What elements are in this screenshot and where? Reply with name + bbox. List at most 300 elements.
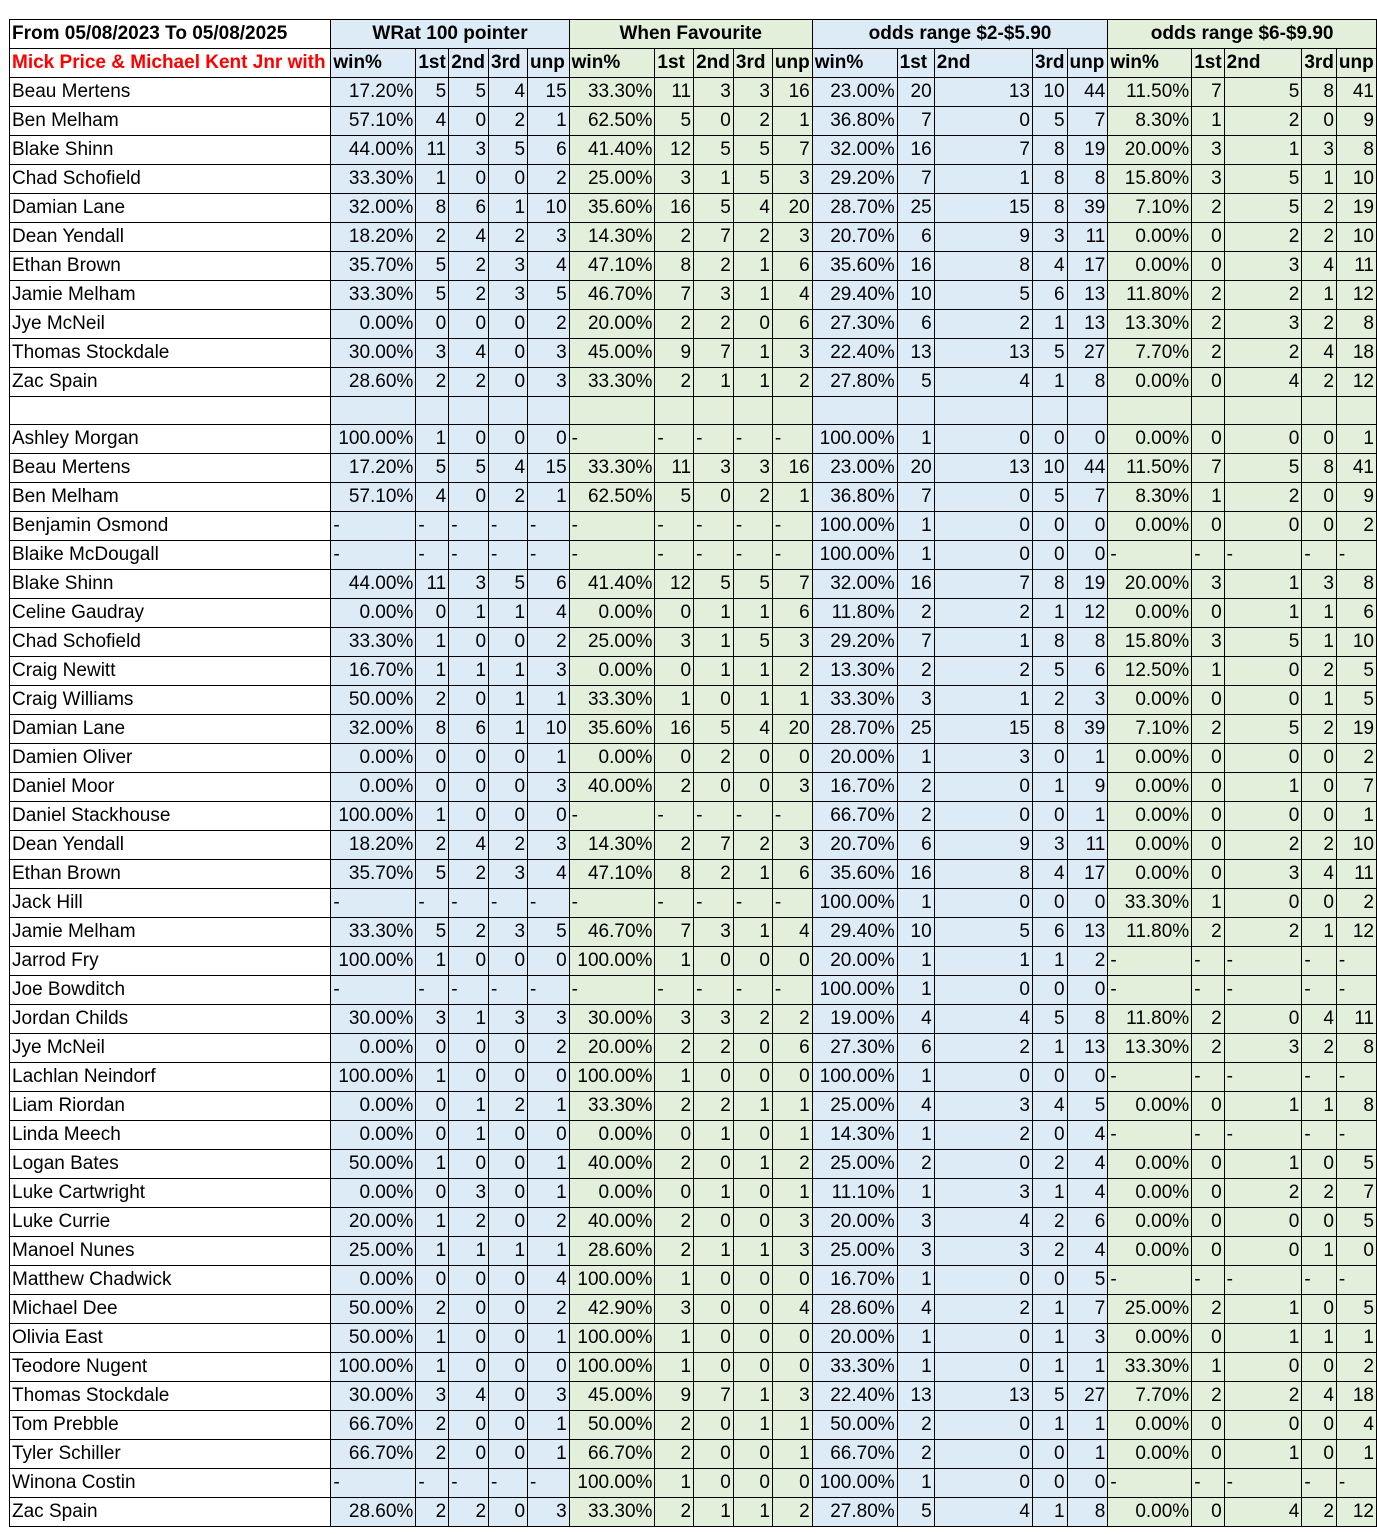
stat-cell[interactable]: 11 xyxy=(655,454,694,483)
stat-cell[interactable]: - xyxy=(528,889,570,918)
stat-cell[interactable]: 3 xyxy=(449,570,489,599)
stat-cell[interactable]: 0 xyxy=(733,1266,772,1295)
stat-cell[interactable]: 2 xyxy=(1192,1034,1224,1063)
stat-cell[interactable]: 1 xyxy=(1032,1324,1067,1353)
stat-cell[interactable] xyxy=(569,397,655,425)
stat-cell[interactable]: - xyxy=(569,802,655,831)
stat-cell[interactable]: 2 xyxy=(1302,223,1337,252)
stat-cell[interactable]: 1 xyxy=(489,715,528,744)
stat-cell[interactable]: 0.00% xyxy=(569,1121,655,1150)
stat-cell[interactable]: - xyxy=(449,541,489,570)
stat-cell[interactable]: 2 xyxy=(772,1498,812,1527)
subcol-header[interactable]: 2nd xyxy=(1224,49,1302,78)
jockey-name-cell[interactable]: Dean Yendall xyxy=(10,223,331,252)
stat-cell[interactable]: 0 xyxy=(1302,1150,1337,1179)
stat-cell[interactable]: 2 xyxy=(449,368,489,397)
stat-cell[interactable]: 32.00% xyxy=(812,570,897,599)
stat-cell[interactable]: 0.00% xyxy=(1108,512,1192,541)
stat-cell[interactable]: 3 xyxy=(1302,570,1337,599)
stat-cell[interactable]: 1 xyxy=(1224,1440,1302,1469)
stat-cell[interactable]: 20.00% xyxy=(331,1208,416,1237)
stat-cell[interactable]: 7 xyxy=(772,570,812,599)
stat-cell[interactable]: 8 xyxy=(1302,78,1337,107)
stat-cell[interactable]: 2 xyxy=(772,1005,812,1034)
stat-cell[interactable]: 16 xyxy=(772,78,812,107)
stat-cell[interactable]: 4 xyxy=(1067,1121,1108,1150)
jockey-name-cell[interactable] xyxy=(10,397,331,425)
stat-cell[interactable]: 100.00% xyxy=(812,1063,897,1092)
stat-cell[interactable]: - xyxy=(772,802,812,831)
stat-cell[interactable]: 2 xyxy=(528,310,570,339)
stat-cell[interactable]: 0 xyxy=(1192,512,1224,541)
stat-cell[interactable]: 8 xyxy=(1336,1092,1376,1121)
stat-cell[interactable]: 0 xyxy=(1224,1208,1302,1237)
stat-cell[interactable]: 0 xyxy=(733,773,772,802)
stat-cell[interactable]: 2 xyxy=(1192,1005,1224,1034)
stat-cell[interactable]: 3 xyxy=(897,686,934,715)
stat-cell[interactable]: 2 xyxy=(1302,657,1337,686)
stat-cell[interactable]: 0 xyxy=(416,599,449,628)
stat-cell[interactable]: 0 xyxy=(1032,802,1067,831)
stat-cell[interactable]: 1 xyxy=(934,686,1032,715)
stat-cell[interactable]: 50.00% xyxy=(331,1150,416,1179)
stat-cell[interactable]: 33.30% xyxy=(331,628,416,657)
stat-cell[interactable]: 44 xyxy=(1067,78,1108,107)
stat-cell[interactable]: 17 xyxy=(1067,252,1108,281)
stat-cell[interactable]: 1 xyxy=(528,1411,570,1440)
stat-cell[interactable]: - xyxy=(1192,1063,1224,1092)
stat-cell[interactable]: 1 xyxy=(897,425,934,454)
stat-cell[interactable]: 0 xyxy=(1302,1208,1337,1237)
stat-cell[interactable]: 1 xyxy=(1032,599,1067,628)
stat-cell[interactable]: 13 xyxy=(934,78,1032,107)
stat-cell[interactable]: 0 xyxy=(1224,744,1302,773)
stat-cell[interactable]: 4 xyxy=(489,78,528,107)
stat-cell[interactable]: 2 xyxy=(416,1440,449,1469)
stat-cell[interactable]: 4 xyxy=(733,194,772,223)
stat-cell[interactable]: 2 xyxy=(934,310,1032,339)
stat-cell[interactable]: 2 xyxy=(449,918,489,947)
stat-cell[interactable]: 0.00% xyxy=(1108,802,1192,831)
stat-cell[interactable]: 8 xyxy=(1032,628,1067,657)
stat-cell[interactable]: 100.00% xyxy=(812,425,897,454)
stat-cell[interactable]: 1 xyxy=(694,657,734,686)
jockey-name-cell[interactable]: Matthew Chadwick xyxy=(10,1266,331,1295)
stat-cell[interactable]: 1 xyxy=(694,1498,734,1527)
subcol-header[interactable]: win% xyxy=(331,49,416,78)
stat-cell[interactable]: 10 xyxy=(897,281,934,310)
stat-cell[interactable]: 3 xyxy=(772,628,812,657)
stat-cell[interactable]: 1 xyxy=(897,1266,934,1295)
stat-cell[interactable]: 8 xyxy=(1032,136,1067,165)
stat-cell[interactable]: 2 xyxy=(416,686,449,715)
stat-cell[interactable]: 1 xyxy=(897,1121,934,1150)
stat-cell[interactable]: 0 xyxy=(416,1092,449,1121)
stat-cell[interactable]: 0.00% xyxy=(1108,1324,1192,1353)
stat-cell[interactable] xyxy=(528,397,570,425)
stat-cell[interactable] xyxy=(416,397,449,425)
stat-cell[interactable] xyxy=(1302,397,1337,425)
stat-cell[interactable]: - xyxy=(694,425,734,454)
stat-cell[interactable]: 0 xyxy=(694,773,734,802)
stat-cell[interactable]: 32.00% xyxy=(812,136,897,165)
subcol-header[interactable]: 2nd xyxy=(449,49,489,78)
stat-cell[interactable]: - xyxy=(733,802,772,831)
stat-cell[interactable]: 0 xyxy=(1192,1440,1224,1469)
stat-cell[interactable]: - xyxy=(528,1469,570,1498)
stat-cell[interactable] xyxy=(1067,397,1108,425)
stat-cell[interactable]: 45.00% xyxy=(569,339,655,368)
stat-cell[interactable]: - xyxy=(489,1469,528,1498)
stat-cell[interactable]: 1 xyxy=(897,1324,934,1353)
stat-cell[interactable]: - xyxy=(772,541,812,570)
stat-cell[interactable]: - xyxy=(1302,976,1337,1005)
stat-cell[interactable]: 3 xyxy=(733,454,772,483)
stat-cell[interactable]: 0.00% xyxy=(1108,1498,1192,1527)
stat-cell[interactable]: 0 xyxy=(694,1353,734,1382)
stat-cell[interactable]: 0 xyxy=(489,1295,528,1324)
stat-cell[interactable]: 0 xyxy=(1224,1237,1302,1266)
stat-cell[interactable]: 0 xyxy=(1302,483,1337,512)
stat-cell[interactable]: - xyxy=(416,512,449,541)
stat-cell[interactable]: 3 xyxy=(772,165,812,194)
stat-cell[interactable]: 0 xyxy=(1192,831,1224,860)
stat-cell[interactable]: 20.00% xyxy=(812,1208,897,1237)
stat-cell[interactable]: 0 xyxy=(1032,889,1067,918)
stat-cell[interactable]: 2 xyxy=(655,1237,694,1266)
stat-cell[interactable]: 20.00% xyxy=(569,1034,655,1063)
stat-cell[interactable]: 0 xyxy=(489,773,528,802)
stat-cell[interactable]: 4 xyxy=(1067,1237,1108,1266)
stat-cell[interactable] xyxy=(1192,397,1224,425)
stat-cell[interactable]: - xyxy=(1336,947,1376,976)
stat-cell[interactable]: 0 xyxy=(449,1150,489,1179)
stat-cell[interactable]: 17.20% xyxy=(331,454,416,483)
stat-cell[interactable]: 0 xyxy=(1192,599,1224,628)
stat-cell[interactable]: 25.00% xyxy=(812,1092,897,1121)
stat-cell[interactable]: 0 xyxy=(934,483,1032,512)
stat-cell[interactable]: 13.30% xyxy=(812,657,897,686)
stat-cell[interactable]: - xyxy=(655,425,694,454)
stat-cell[interactable]: 1 xyxy=(694,599,734,628)
stat-cell[interactable]: 1 xyxy=(416,802,449,831)
stat-cell[interactable]: 2 xyxy=(934,1034,1032,1063)
stat-cell[interactable]: 0 xyxy=(489,947,528,976)
stat-cell[interactable]: 2 xyxy=(934,1295,1032,1324)
stat-cell[interactable]: 7.70% xyxy=(1108,1382,1192,1411)
stat-cell[interactable]: 19 xyxy=(1067,136,1108,165)
stat-cell[interactable]: - xyxy=(1108,947,1192,976)
stat-cell[interactable]: 7 xyxy=(1067,483,1108,512)
stat-cell[interactable]: 20.00% xyxy=(812,744,897,773)
stat-cell[interactable]: 0 xyxy=(449,425,489,454)
stat-cell[interactable]: 1 xyxy=(733,1382,772,1411)
stat-cell[interactable]: 2 xyxy=(1302,1034,1337,1063)
stat-cell[interactable]: - xyxy=(1108,1266,1192,1295)
stat-cell[interactable]: - xyxy=(655,889,694,918)
stat-cell[interactable]: 0.00% xyxy=(569,599,655,628)
stat-cell[interactable]: 23.00% xyxy=(812,78,897,107)
stat-cell[interactable]: 7 xyxy=(694,339,734,368)
stat-cell[interactable]: 5 xyxy=(449,78,489,107)
stat-cell[interactable]: 8 xyxy=(416,715,449,744)
stat-cell[interactable]: 19 xyxy=(1336,194,1376,223)
stat-cell[interactable]: - xyxy=(331,976,416,1005)
stat-cell[interactable]: - xyxy=(1224,947,1302,976)
stat-cell[interactable]: 0 xyxy=(489,1353,528,1382)
stat-cell[interactable]: 44.00% xyxy=(331,570,416,599)
stat-cell[interactable]: 25 xyxy=(897,194,934,223)
stat-cell[interactable]: 1 xyxy=(772,483,812,512)
stat-cell[interactable]: 0 xyxy=(934,802,1032,831)
stat-cell[interactable]: 1 xyxy=(694,1121,734,1150)
stat-cell[interactable]: 25.00% xyxy=(569,628,655,657)
stat-cell[interactable]: 15.80% xyxy=(1108,628,1192,657)
stat-cell[interactable]: 0 xyxy=(1192,744,1224,773)
stat-cell[interactable]: 6 xyxy=(772,252,812,281)
stat-cell[interactable]: 0.00% xyxy=(1108,252,1192,281)
stat-cell[interactable]: 8 xyxy=(655,252,694,281)
subcol-header[interactable]: 3rd xyxy=(733,49,772,78)
stat-cell[interactable]: 0 xyxy=(489,425,528,454)
jockey-name-cell[interactable]: Winona Costin xyxy=(10,1469,331,1498)
stat-cell[interactable]: 0 xyxy=(694,1266,734,1295)
stat-cell[interactable]: 16 xyxy=(655,715,694,744)
stat-cell[interactable]: - xyxy=(449,976,489,1005)
stat-cell[interactable]: 5 xyxy=(1032,339,1067,368)
stat-cell[interactable]: 0.00% xyxy=(569,1179,655,1208)
stat-cell[interactable]: - xyxy=(1302,947,1337,976)
stat-cell[interactable]: 1 xyxy=(416,947,449,976)
stat-cell[interactable]: 0.00% xyxy=(331,1034,416,1063)
stat-cell[interactable]: 0 xyxy=(1067,541,1108,570)
jockey-name-cell[interactable]: Daniel Stackhouse xyxy=(10,802,331,831)
stat-cell[interactable]: 11.10% xyxy=(812,1179,897,1208)
stat-cell[interactable]: 1 xyxy=(449,1237,489,1266)
stat-cell[interactable]: 47.10% xyxy=(569,860,655,889)
stat-cell[interactable]: 0.00% xyxy=(1108,425,1192,454)
stat-cell[interactable]: 0 xyxy=(1032,512,1067,541)
subcol-header[interactable]: unp xyxy=(1067,49,1108,78)
stat-cell[interactable]: 46.70% xyxy=(569,918,655,947)
stat-cell[interactable]: 1 xyxy=(655,1353,694,1382)
stat-cell[interactable]: 11 xyxy=(1067,223,1108,252)
stat-cell[interactable]: 3 xyxy=(934,1179,1032,1208)
stat-cell[interactable]: 3 xyxy=(1224,252,1302,281)
stat-cell[interactable]: 8 xyxy=(655,860,694,889)
stat-cell[interactable]: 3 xyxy=(772,1237,812,1266)
subcol-header[interactable]: unp xyxy=(772,49,812,78)
stat-cell[interactable]: 0 xyxy=(934,512,1032,541)
stat-cell[interactable]: 10 xyxy=(1336,628,1376,657)
stat-cell[interactable]: 3 xyxy=(528,657,570,686)
stat-cell[interactable]: 11.80% xyxy=(1108,1005,1192,1034)
stat-cell[interactable]: 0.00% xyxy=(569,657,655,686)
stat-cell[interactable]: 13 xyxy=(897,1382,934,1411)
stat-cell[interactable]: 1 xyxy=(1192,1353,1224,1382)
stat-cell[interactable]: - xyxy=(1336,1063,1376,1092)
stat-cell[interactable]: 1 xyxy=(1192,889,1224,918)
stat-cell[interactable]: 4 xyxy=(528,599,570,628)
stat-cell[interactable]: 62.50% xyxy=(569,483,655,512)
stat-cell[interactable]: 25.00% xyxy=(812,1150,897,1179)
jockey-name-cell[interactable]: Ben Melham xyxy=(10,107,331,136)
stat-cell[interactable]: 2 xyxy=(733,1005,772,1034)
stat-cell[interactable]: - xyxy=(655,976,694,1005)
stat-cell[interactable]: 5 xyxy=(416,860,449,889)
stat-cell[interactable]: 7.70% xyxy=(1108,339,1192,368)
stat-cell[interactable]: 29.40% xyxy=(812,918,897,947)
stat-cell[interactable]: 1 xyxy=(733,657,772,686)
stat-cell[interactable]: 3 xyxy=(489,281,528,310)
stat-cell[interactable]: 1 xyxy=(528,744,570,773)
stat-cell[interactable]: 100.00% xyxy=(569,1063,655,1092)
stat-cell[interactable]: 0.00% xyxy=(1108,686,1192,715)
stat-cell[interactable]: 5 xyxy=(416,918,449,947)
stat-cell[interactable]: 16 xyxy=(655,194,694,223)
stat-cell[interactable]: 33.30% xyxy=(569,454,655,483)
stat-cell[interactable]: 0 xyxy=(733,947,772,976)
jockey-name-cell[interactable]: Celine Gaudray xyxy=(10,599,331,628)
stat-cell[interactable]: - xyxy=(416,889,449,918)
stat-cell[interactable]: 3 xyxy=(655,628,694,657)
stat-cell[interactable]: 6 xyxy=(449,715,489,744)
stat-cell[interactable]: 4 xyxy=(772,918,812,947)
stat-cell[interactable]: - xyxy=(569,889,655,918)
stat-cell[interactable]: 4 xyxy=(897,1092,934,1121)
group-header-odds-2-590[interactable]: odds range $2-$5.90 xyxy=(812,20,1108,49)
stat-cell[interactable]: - xyxy=(772,512,812,541)
stat-cell[interactable]: 8 xyxy=(1032,194,1067,223)
stat-cell[interactable]: 0 xyxy=(1302,107,1337,136)
stat-cell[interactable]: - xyxy=(569,541,655,570)
stat-cell[interactable]: 0.00% xyxy=(1108,599,1192,628)
stat-cell[interactable]: 7 xyxy=(897,483,934,512)
stat-cell[interactable]: 1 xyxy=(1302,1092,1337,1121)
stat-cell[interactable]: 5 xyxy=(1032,107,1067,136)
stat-cell[interactable]: 1 xyxy=(528,1150,570,1179)
stat-cell[interactable]: 20 xyxy=(772,194,812,223)
stat-cell[interactable]: 1 xyxy=(1067,802,1108,831)
stat-cell[interactable]: 1 xyxy=(733,1092,772,1121)
stat-cell[interactable]: 33.30% xyxy=(331,165,416,194)
stat-cell[interactable]: 0 xyxy=(1224,657,1302,686)
stat-cell[interactable]: 100.00% xyxy=(331,1353,416,1382)
stat-cell[interactable]: 1 xyxy=(416,1237,449,1266)
stat-cell[interactable]: 0.00% xyxy=(1108,831,1192,860)
stat-cell[interactable]: 1 xyxy=(528,686,570,715)
stat-cell[interactable]: 25 xyxy=(897,715,934,744)
stat-cell[interactable]: 1 xyxy=(1224,136,1302,165)
stat-cell[interactable]: 4 xyxy=(528,860,570,889)
stat-cell[interactable]: 0 xyxy=(449,1324,489,1353)
stat-cell[interactable]: 0 xyxy=(1224,1353,1302,1382)
stat-cell[interactable]: 0 xyxy=(694,1063,734,1092)
stat-cell[interactable]: 66.70% xyxy=(569,1440,655,1469)
stat-cell[interactable]: 6 xyxy=(1067,1208,1108,1237)
stat-cell[interactable]: 12 xyxy=(1336,1498,1376,1527)
stat-cell[interactable]: 1 xyxy=(1302,628,1337,657)
stat-cell[interactable]: 1 xyxy=(1032,1179,1067,1208)
stat-cell[interactable]: 2 xyxy=(449,1498,489,1527)
stat-cell[interactable]: - xyxy=(1336,1121,1376,1150)
stat-cell[interactable]: 30.00% xyxy=(331,1005,416,1034)
stat-cell[interactable]: 2 xyxy=(1224,1179,1302,1208)
stat-cell[interactable]: 45.00% xyxy=(569,1382,655,1411)
stat-cell[interactable]: 2 xyxy=(772,657,812,686)
stat-cell[interactable]: 8 xyxy=(1336,1034,1376,1063)
stat-cell[interactable]: 1 xyxy=(1302,281,1337,310)
stat-cell[interactable]: 6 xyxy=(897,1034,934,1063)
stat-cell[interactable]: 22.40% xyxy=(812,1382,897,1411)
stat-cell[interactable]: 0 xyxy=(1224,512,1302,541)
stat-cell[interactable]: 7 xyxy=(897,107,934,136)
stat-cell[interactable]: 4 xyxy=(449,339,489,368)
stat-cell[interactable]: 5 xyxy=(1336,1295,1376,1324)
stat-cell[interactable] xyxy=(449,397,489,425)
stat-cell[interactable]: 0 xyxy=(489,1121,528,1150)
stat-cell[interactable]: 0 xyxy=(733,1063,772,1092)
stat-cell[interactable]: 42.90% xyxy=(569,1295,655,1324)
stat-cell[interactable]: 57.10% xyxy=(331,107,416,136)
stat-cell[interactable]: 0 xyxy=(1192,773,1224,802)
stat-cell[interactable]: 20.00% xyxy=(569,310,655,339)
stat-cell[interactable]: 36.80% xyxy=(812,107,897,136)
stat-cell[interactable]: 0 xyxy=(1302,773,1337,802)
stat-cell[interactable]: 2 xyxy=(528,1208,570,1237)
stat-cell[interactable]: 41 xyxy=(1336,78,1376,107)
stat-cell[interactable]: 5 xyxy=(489,136,528,165)
stat-cell[interactable]: 0 xyxy=(934,1150,1032,1179)
stat-cell[interactable]: 0 xyxy=(1192,1179,1224,1208)
stat-cell[interactable]: 0 xyxy=(449,310,489,339)
stat-cell[interactable]: 1 xyxy=(1224,570,1302,599)
jockey-name-cell[interactable]: Beau Mertens xyxy=(10,78,331,107)
stat-cell[interactable]: - xyxy=(1302,1063,1337,1092)
stat-cell[interactable]: 1 xyxy=(416,1063,449,1092)
stat-cell[interactable]: 1 xyxy=(528,483,570,512)
stat-cell[interactable]: 0 xyxy=(489,339,528,368)
stat-cell[interactable]: 0 xyxy=(1192,1150,1224,1179)
stat-cell[interactable]: 14.30% xyxy=(569,223,655,252)
stat-cell[interactable]: 0 xyxy=(449,1063,489,1092)
subcol-header[interactable]: 3rd xyxy=(489,49,528,78)
stat-cell[interactable]: 0 xyxy=(655,599,694,628)
stat-cell[interactable]: 2 xyxy=(416,1295,449,1324)
stat-cell[interactable]: 27.80% xyxy=(812,368,897,397)
stat-cell[interactable]: 2 xyxy=(1336,512,1376,541)
stat-cell[interactable]: 1 xyxy=(733,252,772,281)
stat-cell[interactable]: 18 xyxy=(1336,1382,1376,1411)
stat-cell[interactable]: 4 xyxy=(416,107,449,136)
stat-cell[interactable]: 8 xyxy=(1032,165,1067,194)
stat-cell[interactable]: 0 xyxy=(934,425,1032,454)
stat-cell[interactable]: 0 xyxy=(449,1411,489,1440)
stat-cell[interactable]: 12 xyxy=(1336,281,1376,310)
stat-cell[interactable]: 10 xyxy=(528,194,570,223)
stat-cell[interactable]: 8 xyxy=(934,252,1032,281)
stat-cell[interactable]: 2 xyxy=(934,1121,1032,1150)
stat-cell[interactable]: 1 xyxy=(528,107,570,136)
stat-cell[interactable]: 0 xyxy=(449,947,489,976)
stat-cell[interactable]: 3 xyxy=(528,1382,570,1411)
stat-cell[interactable]: 20.70% xyxy=(812,831,897,860)
stat-cell[interactable]: 0 xyxy=(489,1411,528,1440)
subcol-header[interactable]: 1st xyxy=(416,49,449,78)
stat-cell[interactable]: 18.20% xyxy=(331,831,416,860)
stat-cell[interactable]: 5 xyxy=(1336,1150,1376,1179)
stat-cell[interactable]: 0 xyxy=(449,1266,489,1295)
